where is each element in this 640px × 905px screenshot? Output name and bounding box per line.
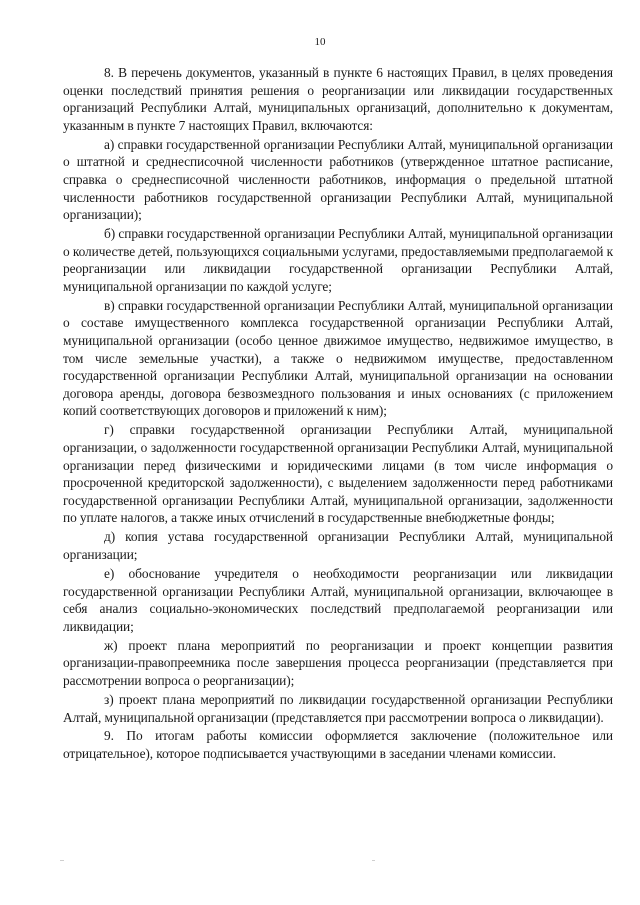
paragraph-8: 8. В перечень документов, указанный в пункте 6 настоящих Правил, в целях проведения оценки последствий принятия решения о реорганизации или ликвидации государственных организаций Республики Алтай, муниципальных организаций, дополнительно к документам, указанным в пункте 7 настоящих Правил, включаются:: [63, 65, 613, 133]
paragraph-8-v: в) справки государственной организации Республики Алтай, муниципальной организации о составе имущественного комплекса государственной организации Республики Алтай, муниципальной организации (особо ценное движимое имущество, недвижимое имущество, в том числе земельные участки), а также о недвижимом имуществе, предоставленном государственной организации Республики Алтай, муниципальной организации на основании договора аренды, договора безвозмездного пользования и иных основаниях (с приложением копий соответствующих договоров и приложений к ним);: [63, 297, 613, 419]
paragraph-9: 9. По итогам работы комиссии оформляется заключение (положительное или отрицательное), которое подписывается участвующими в заседании членами комиссии.: [63, 728, 613, 762]
paragraph-8-e: е) обоснование учредителя о необходимости реорганизации или ликвидации государственной организации Республики Алтай, муниципальной организации, включающее в себя анализ социально-экономических последствий предполагаемой реорганизации или ликвидации;: [63, 565, 613, 634]
paragraph-8-zh: ж) проект плана мероприятий по реорганизации и проект концепции развития организации-правопреемника после завершения процесса реорганизации (представляется при рассмотрении вопроса о реорганизации);: [63, 637, 613, 688]
paragraph-8-a: а) справки государственной организации Республики Алтай, муниципальной организации о штатной и среднесписочной численности работников (утвержденное штатное расписание, справка о среднесписочной численности работников, информация о предельной штатной численности работников государственной организации Республики Алтай, муниципальной организации);: [63, 136, 613, 223]
scan-artifact-right: [372, 860, 375, 861]
paragraph-8-d: д) копия устава государственной организации Республики Алтай, муниципальной организации;: [63, 529, 613, 562]
paragraph-8-b: б) справки государственной организации Республики Алтай, муниципальной организации о количестве детей, пользующихся социальными услугами, предоставляемыми предполагаемой к реорганизации или ликвидации государственной организации Республики Алтай, муниципальной организации по каждой услуге;: [63, 226, 613, 294]
document-body: [63, 64, 613, 763]
page-number: 10: [314, 36, 326, 48]
scan-artifact-left: [60, 860, 64, 861]
paragraph-8-g: г) справки государственной организации Республики Алтай, муниципальной организации, о задолженности государственной организации Республики Алтай, муниципальной организации перед физическими и юридическими лицами (в том числе информация о просроченной кредиторской задолженности), с выделением задолженности перед работниками государственной организации Республики Алтай, муниципальной организации, задолженности по уплате налогов, а также иных отчислений в государственные внебюджетные фонды;: [63, 422, 613, 526]
paragraph-8-z: з) проект плана мероприятий по ликвидации государственной организации Республики Алтай, муниципальной организации (представляется при рассмотрении вопроса о ликвидации).: [63, 691, 613, 725]
